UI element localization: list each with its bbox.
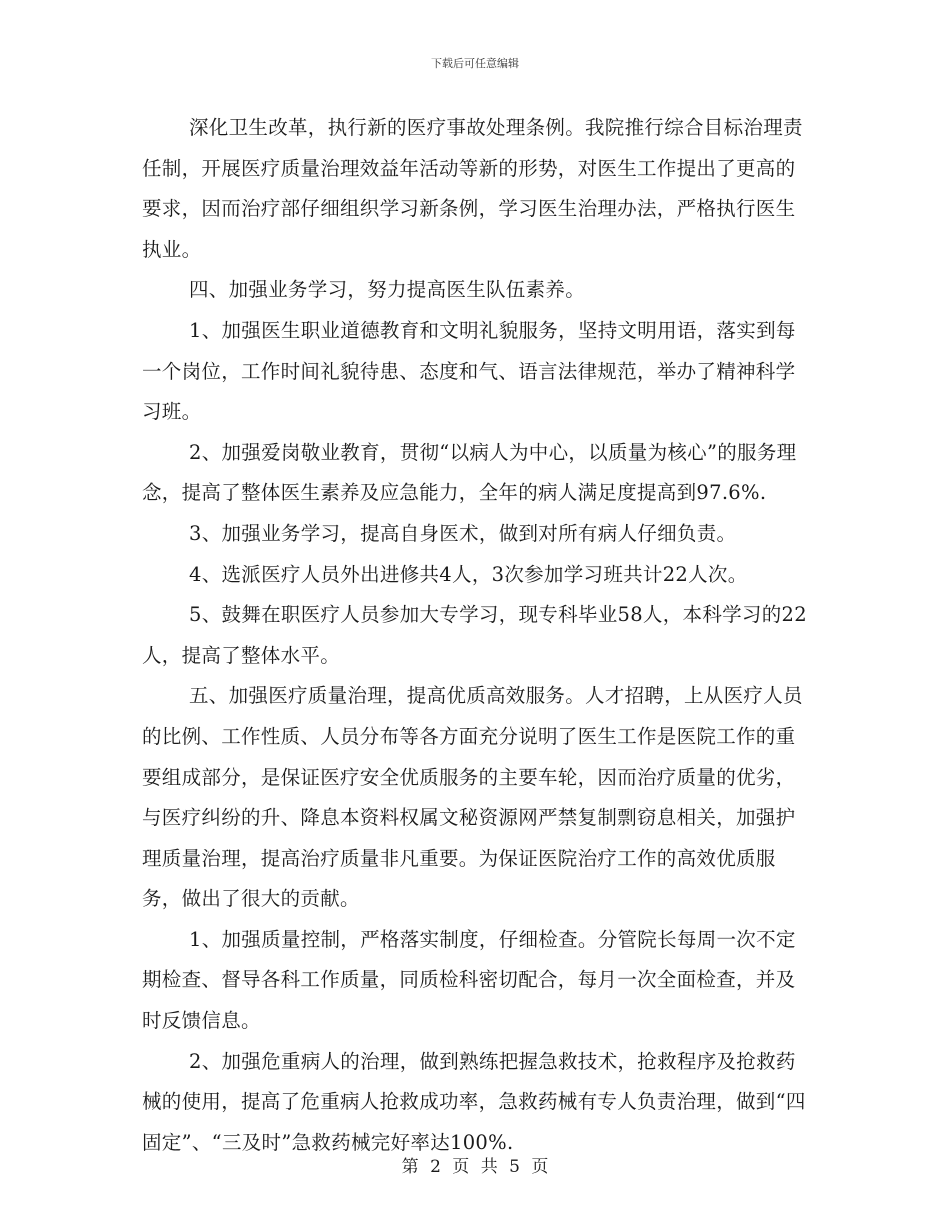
paragraph: 1、加强医生职业道德教育和文明礼貌服务，坚持文明用语，落实到每一个岗位，工作时间礼貌待患、态度和气、语言法律规范，举办了精神科学习班。: [142, 318, 796, 424]
page-number: 第 2 页 共 5 页: [401, 1157, 549, 1177]
paragraph: 4、选派医疗人员外出进修共4人，3次参加学习班共计22人次。: [189, 562, 748, 586]
download-note: 下载后可任意编辑: [431, 57, 519, 70]
paragraph: 2、加强危重病人的治理，做到熟练把握急救技术，抢救程序及抢救药械的使用，提高了危重病人抢救成功率，急救药械有专人负责治理，做到“四固定”、“三及时”急救药械完好率达100%.: [142, 1049, 806, 1154]
paragraph: 2、加强爱岗敬业教育，贯彻“以病人为中心，以质量为核心”的服务理念，提高了整体医生素养及应急能力，全年的病人满足度提高到97.6%.: [142, 440, 797, 505]
paragraph: 深化卫生改革，执行新的医疗事故处理条例。我院推行综合目标治理责任制，开展医疗质量治理效益年活动等新的形势，对医生工作提出了更高的要求，因而治疗部仔细组织学习新条例，学习医生治理办法，严格执行医生执业。: [142, 116, 803, 261]
document-body: [142, 108, 810, 1163]
paragraph: 5、鼓舞在职医疗人员参加大专学习，现专科毕业58人，本科学习的22人，提高了整体水平。: [142, 603, 807, 667]
section-heading-four: 四、加强业务学习，努力提高医生队伍素养。: [189, 278, 586, 302]
paragraph: 3、加强业务学习，提高自身医术，做到对所有病人仔细负责。: [189, 521, 737, 545]
paragraph: 1、加强质量控制，严格落实制度，仔细检查。分管院长每周一次不定期检查、督导各科工作质量，同质检科密切配合，每月一次全面检查，并及时反馈信息。: [142, 927, 796, 1033]
section-paragraph-five: 五、加强医疗质量治理，提高优质高效服务。人才招聘，上从医疗人员的比例、工作性质、人员分布等各方面充分说明了医生工作是医院工作的重要组成部分，是保证医疗安全优质服务的主要车轮，因而治疗质量的优劣，与医疗纠纷的升、降息本资料权属文秘资源网严禁复制剽窃息相关，加强护理质量治理，提高治疗质量非凡重要。为保证医院治疗工作的高效优质服务，做出了很大的贡献。: [142, 684, 803, 911]
